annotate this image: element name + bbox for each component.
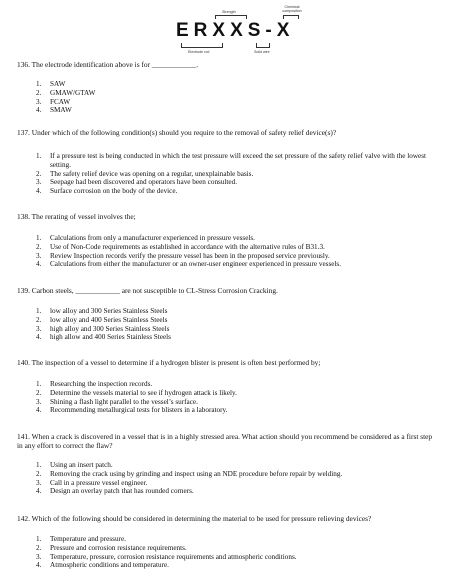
options-136 [36, 80, 436, 115]
strength-bracket [215, 15, 247, 19]
options-139 [36, 307, 436, 342]
question-136: 136. The electrode identification above is for ____________. [17, 60, 199, 69]
question-139: 139. Carbon steels, ____________ are not susceptible to CL-Stress Corrosion Cracking. [17, 286, 278, 295]
option: 4. SMAW [36, 106, 72, 115]
question-141: 141. When a crack is discovered in a vessel that is in a highly stressed area. What action should you recommend be considered as a first step in any effort to correct the flaw? [17, 432, 433, 451]
option: 4. Surface corrosion on the body of the device. [36, 187, 178, 196]
chemical-composition-label: Chemical composition [282, 5, 302, 13]
option: 1. SAW [36, 80, 66, 88]
question-140: 140. The inspection of a vessel to determine if a hydrogen blister is present is often best performed by; [17, 358, 321, 367]
option: 1. Temperature and pressure. [36, 535, 126, 543]
options-138 [36, 234, 456, 269]
option: 2. Use of Non-Code requirements as established in accordance with the alternative rules of B31.3. [36, 242, 325, 251]
option: 3. Shining a flash light parallel to the vessel’s surface. [36, 397, 198, 406]
option: 4. Recommending metallurgical tests for blisters in a laboratory. [36, 406, 228, 415]
option: 3. Call in a pressure vessel engineer. [36, 478, 148, 487]
option: 1. If a pressure test is being conducted in which the test pressure will exceed the set pressure of the safety relief valve with the lowest setting. [36, 152, 427, 169]
option: 2. Pressure and corrosion resistance requirements. [36, 543, 187, 552]
strength-label: Strength [222, 10, 236, 14]
option: 4. Atmospheric conditions and temperature. [36, 561, 169, 570]
option: 2. GMAW/GTAW [36, 88, 96, 97]
option: 4. Design an overlay patch that has rounded corners. [36, 487, 194, 496]
option: 2. The safety relief device was opening on a regular, unexplainable basis. [36, 169, 254, 178]
question-137: 137. Under which of the following condition(s) should you require to the removal of safety relief device(s)? [17, 128, 337, 137]
question-142: 142. Which of the following should be considered in determining the material to be used for pressure relieving devices? [17, 514, 372, 523]
options-140 [36, 380, 436, 415]
option: 3. Seepage had been discovered and operators have been consulted. [36, 178, 237, 187]
electrode-rod-bracket [181, 43, 223, 48]
options-137 [36, 152, 446, 196]
solid-wire-label: Solid wire [254, 50, 270, 54]
option: 1. Calculations from only a manufacturer experienced in pressure vessels. [36, 234, 255, 242]
options-142 [36, 535, 446, 570]
composition-bracket [283, 15, 299, 19]
question-138: 138. The rerating of vessel involves the; [17, 212, 136, 221]
option: 2. Determine the vessels material to see if hydrogen attack is likely. [36, 388, 237, 397]
option: 2. Removing the crack using by grinding and inspect using an NDE procedure before repair by welding. [36, 469, 343, 478]
option: 3. high alloy and 300 Series Stainless Steels [36, 324, 170, 333]
electrode-rod-label: Electrode rod [188, 50, 210, 54]
option: 1. Using an insert patch. [36, 461, 113, 469]
option: 1. Researching the inspection records. [36, 380, 153, 388]
option: 4. high allow and 400 Series Stainless Steels [36, 333, 171, 342]
option: 2. low alloy and 400 Series Stainless Steels [36, 315, 168, 324]
solid-wire-bracket [256, 43, 270, 48]
electrode-code: ERXXS-X [176, 20, 295, 41]
option: 1. low alloy and 300 Series Stainless Steels [36, 307, 168, 315]
option: 3. FCAW [36, 97, 71, 106]
electrode-figure [0, 0, 465, 56]
option: 3. Review Inspection records verify the pressure vessel has been in the proposed service previously. [36, 251, 330, 260]
options-141 [36, 461, 446, 496]
option: 4. Calculations from either the manufacturer or an owner-user engineer experienced in pressure vessels. [36, 260, 342, 269]
option: 3. Temperature, pressure, corrosion resistance requirements and atmospheric conditions. [36, 552, 297, 561]
